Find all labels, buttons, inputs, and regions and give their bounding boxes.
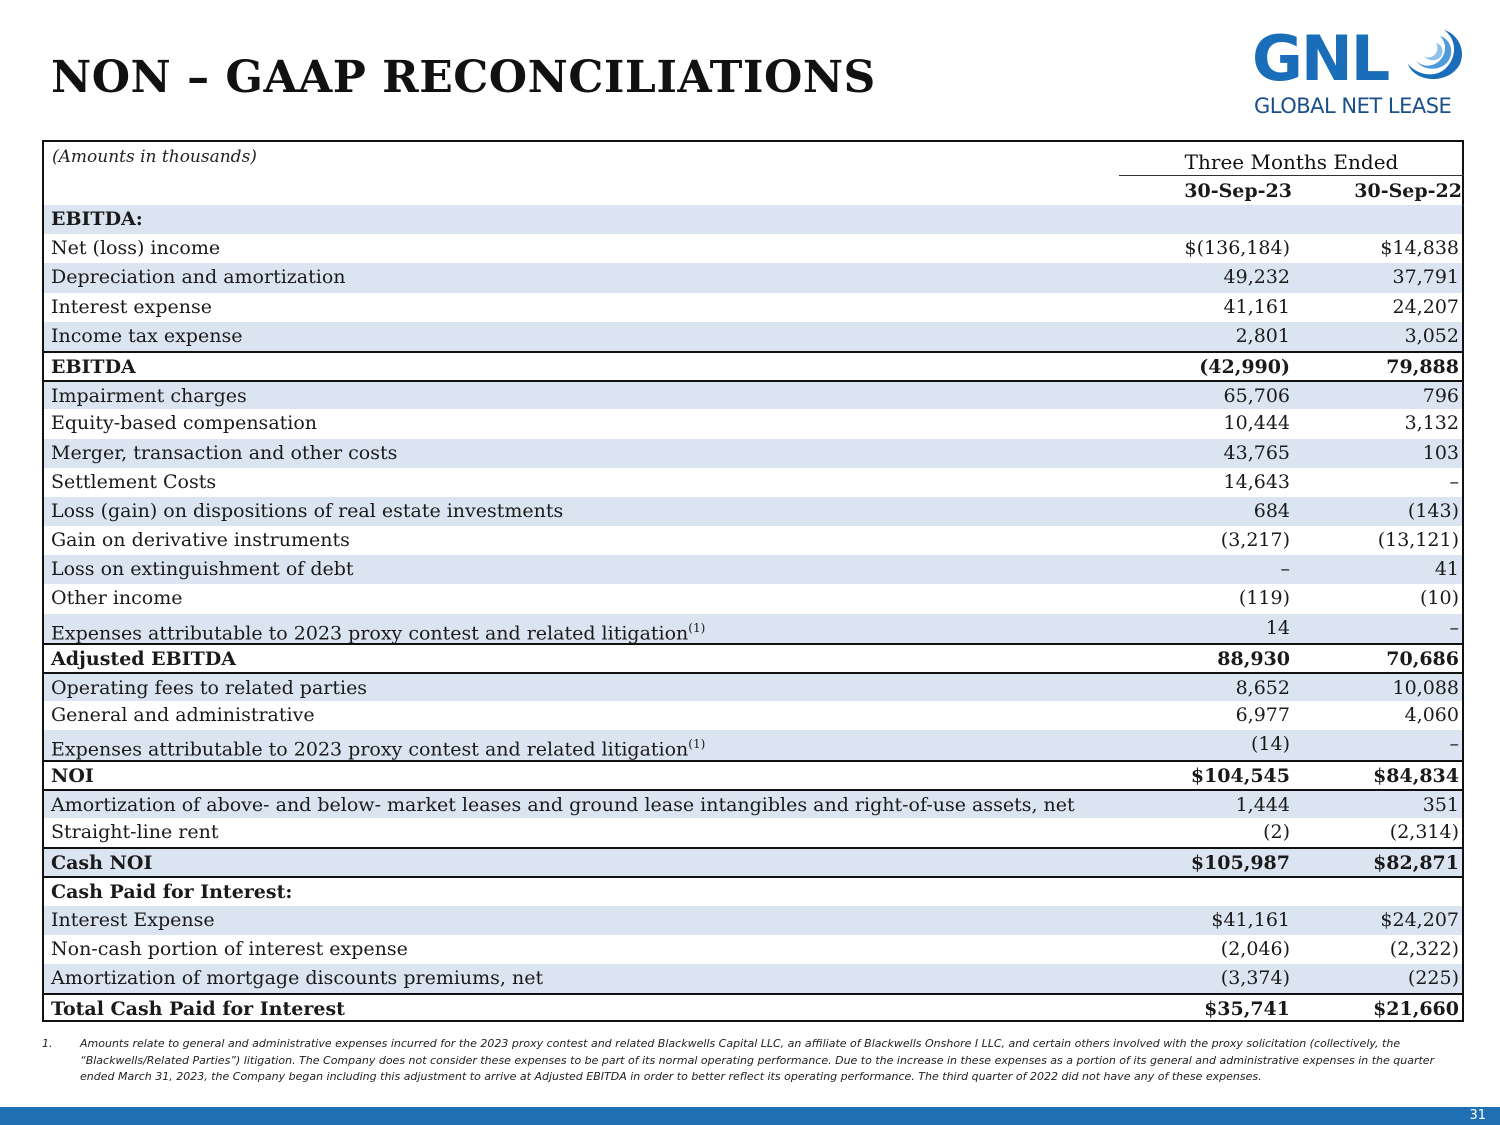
company-logo (1252, 24, 1467, 124)
table-row (44, 672, 1462, 701)
row-label-text: Income tax expense (51, 324, 243, 347)
value-sep-23: $41,161 (1211, 908, 1290, 931)
value-sep-23: 14 (1265, 616, 1290, 639)
row-label-text: Impairment charges (51, 385, 247, 408)
value-sep-23: 684 (1253, 499, 1290, 522)
row-label (51, 964, 543, 993)
footnote-number: 1. (42, 1037, 53, 1050)
value-sep-22: 70,686 (1386, 647, 1459, 670)
row-label-text: Total Cash Paid for Interest (51, 998, 345, 1021)
row-label-text: Interest Expense (51, 908, 215, 931)
row-label-text: Cash NOI (51, 852, 153, 875)
value-sep-22: – (1449, 733, 1459, 756)
row-label-text: General and administrative (51, 704, 315, 727)
row-label (51, 526, 350, 555)
column-header-sep-23: 30-Sep-23 (1119, 180, 1294, 206)
value-sep-22: (13,121) (1377, 529, 1459, 552)
swirl-icon (1400, 24, 1466, 90)
row-label-text: Equity-based compensation (51, 412, 318, 435)
table-row (44, 730, 1462, 759)
value-sep-22: $84,834 (1373, 764, 1459, 787)
value-sep-23: 14,643 (1223, 470, 1290, 493)
table-row (44, 497, 1462, 526)
table-row (44, 351, 1462, 380)
table-row (44, 322, 1462, 351)
column-header-sep-22: 30-Sep-22 (1294, 180, 1464, 206)
page-title: NON – GAAP RECONCILIATIONS (51, 52, 876, 103)
table-row (44, 263, 1462, 292)
value-sep-22: 24,207 (1392, 295, 1459, 318)
value-sep-22: (143) (1407, 499, 1459, 522)
value-sep-23: – (1280, 558, 1290, 581)
value-sep-23: 41,161 (1223, 295, 1290, 318)
table-row (44, 818, 1462, 847)
table-row (44, 409, 1462, 438)
row-label (51, 205, 143, 234)
value-sep-22: 3,052 (1404, 324, 1459, 347)
row-label-text: NOI (51, 764, 94, 787)
row-label (51, 791, 1075, 820)
table-row (44, 584, 1462, 613)
row-label (51, 878, 292, 907)
table-row (44, 439, 1462, 468)
footer-bar (0, 1107, 1500, 1125)
value-sep-22: 796 (1422, 385, 1459, 408)
value-sep-23: $(136,184) (1184, 237, 1290, 260)
value-sep-22: (225) (1407, 966, 1459, 989)
row-label-text: Interest expense (51, 295, 212, 318)
row-label (51, 555, 354, 584)
table-row (44, 614, 1462, 643)
row-label (51, 353, 136, 382)
value-sep-23: $35,741 (1204, 998, 1290, 1021)
table-row (44, 964, 1462, 993)
table-row (44, 876, 1462, 905)
page-number: 31 (1469, 1108, 1486, 1123)
period-header: Three Months Ended (1119, 150, 1464, 176)
value-sep-23: (3,374) (1220, 966, 1290, 989)
row-label-text: Expenses attributable to 2023 proxy contest and related litigation (51, 738, 689, 761)
value-sep-22: 4,060 (1404, 704, 1459, 727)
table-row (44, 906, 1462, 935)
table-row (44, 847, 1462, 876)
value-sep-23: 10,444 (1223, 412, 1290, 435)
table-row (44, 468, 1462, 497)
value-sep-22: $21,660 (1373, 998, 1459, 1021)
table-row (44, 701, 1462, 730)
row-label-text: Non-cash portion of interest expense (51, 937, 408, 960)
logo-mark: GNL (1252, 22, 1389, 95)
value-sep-23: 1,444 (1235, 793, 1290, 816)
value-sep-23: (14) (1250, 733, 1290, 756)
row-label (51, 439, 397, 468)
row-label (51, 263, 346, 292)
row-label-text: Expenses attributable to 2023 proxy contest and related litigation (51, 621, 689, 644)
row-label (51, 818, 218, 847)
value-sep-22: (10) (1419, 587, 1459, 610)
value-sep-22: $24,207 (1380, 908, 1459, 931)
row-label (51, 762, 94, 791)
table-row (44, 293, 1462, 322)
table-row (44, 234, 1462, 263)
footnote-ref: (1) (688, 620, 706, 635)
value-sep-22: $14,838 (1380, 237, 1459, 260)
row-label (51, 701, 315, 730)
row-label (51, 293, 212, 322)
value-sep-22: 351 (1422, 793, 1459, 816)
table-row (44, 789, 1462, 818)
table-row (44, 526, 1462, 555)
table-row (44, 555, 1462, 584)
row-label (51, 849, 152, 878)
row-label (51, 674, 367, 703)
row-label (51, 382, 247, 411)
value-sep-23: $104,545 (1190, 764, 1290, 787)
table-row (44, 935, 1462, 964)
row-label-text: Other income (51, 587, 183, 610)
row-label-text: Loss on extinguishment of debt (51, 558, 354, 581)
row-label-text: Net (loss) income (51, 237, 221, 260)
row-label (51, 645, 236, 674)
row-label-text: Amortization of mortgage discounts premiums, net (51, 966, 544, 989)
value-sep-22: 103 (1422, 441, 1459, 464)
row-label-text: Operating fees to related parties (51, 677, 368, 699)
row-label-text: Gain on derivative instruments (51, 529, 350, 552)
row-label-text: Depreciation and amortization (51, 266, 346, 289)
value-sep-22: 3,132 (1404, 412, 1459, 435)
table-row (44, 205, 1462, 234)
value-sep-22: 10,088 (1392, 677, 1459, 699)
value-sep-23: 2,801 (1235, 324, 1290, 347)
footnote-ref: (1) (688, 737, 706, 752)
value-sep-23: 6,977 (1235, 704, 1290, 727)
row-label (51, 322, 242, 351)
row-label (51, 584, 182, 613)
value-sep-23: (119) (1238, 587, 1290, 610)
row-label-text: Cash Paid for Interest: (51, 881, 293, 904)
units-note: (Amounts in thousands) (52, 147, 257, 167)
value-sep-23: (2,046) (1220, 937, 1290, 960)
row-label-text: Merger, transaction and other costs (51, 441, 398, 464)
table-row (44, 643, 1462, 672)
row-label-text: Adjusted EBITDA (51, 647, 236, 670)
value-sep-23: $105,987 (1190, 852, 1290, 875)
table-body (44, 205, 1462, 1022)
value-sep-23: 43,765 (1223, 441, 1290, 464)
row-label (51, 468, 216, 497)
table-row (44, 380, 1462, 409)
value-sep-23: 8,652 (1235, 677, 1290, 699)
value-sep-22: (2,314) (1389, 820, 1459, 843)
value-sep-23: (42,990) (1199, 355, 1290, 378)
row-label-text: Amortization of above- and below- market leases and ground lease intangibles and right-of-use assets, net (51, 793, 1075, 816)
value-sep-23: (2) (1263, 820, 1290, 843)
row-label (51, 935, 408, 964)
value-sep-22: 41 (1434, 558, 1459, 581)
value-sep-22: – (1449, 470, 1459, 493)
row-label-text: Loss (gain) on dispositions of real estate investments (51, 499, 564, 522)
row-label (51, 234, 220, 263)
reconciliation-table (42, 140, 1464, 1022)
row-label-text: EBITDA (51, 355, 136, 378)
table-row (44, 993, 1462, 1022)
table-row (44, 760, 1462, 789)
footnote (42, 1036, 1462, 1086)
row-label (51, 409, 317, 438)
footnote-text: Amounts relate to general and administrative expenses incurred for the 2023 proxy contest and related Blackwells Capital LLC, an affiliate of Blackwells Onshore I LLC, and certain others involved with the proxy solicitation (collectively, the “Blackwells/Related Parties”) litigation. The Company does not consider these expenses to be part of its normal operating performance. Due to the increase in these expenses as a portion of its general and administrative expenses in the quarter ended March 31, 2023, the Company began including this adjustment to arrive at Adjusted EBITDA in order to better reflect its operating performance. The third quarter of 2022 did not have any of these expenses. (80, 1037, 1435, 1083)
row-label (51, 995, 345, 1024)
value-sep-22: 37,791 (1392, 266, 1459, 289)
value-sep-23: 88,930 (1217, 647, 1290, 670)
row-label (51, 906, 215, 935)
logo-tagline: GLOBAL NET LEASE (1254, 94, 1452, 118)
value-sep-23: 49,232 (1223, 266, 1290, 289)
value-sep-23: 65,706 (1223, 385, 1290, 408)
value-sep-22: $82,871 (1373, 852, 1459, 875)
row-label-text: EBITDA: (51, 208, 143, 230)
row-label-text: Settlement Costs (51, 470, 217, 493)
value-sep-22: 79,888 (1386, 355, 1459, 378)
value-sep-22: (2,322) (1389, 937, 1459, 960)
value-sep-23: (3,217) (1220, 529, 1290, 552)
row-label-text: Straight-line rent (51, 820, 219, 843)
row-label (51, 497, 563, 526)
value-sep-22: – (1449, 616, 1459, 639)
